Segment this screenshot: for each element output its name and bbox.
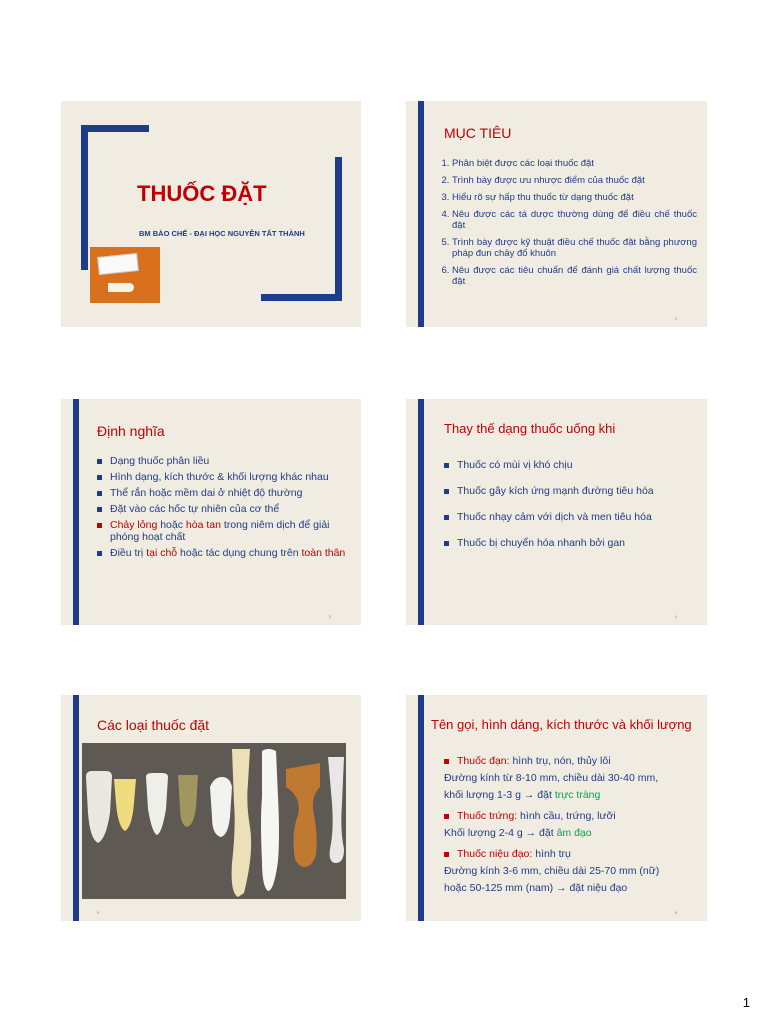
type-name: Thuốc trứng: (457, 810, 518, 822)
slide-number: 3 (328, 614, 331, 619)
slide-number: 6 (674, 910, 677, 915)
list-item: Thuốc gây kích ứng mạnh đường tiêu hóa (444, 485, 699, 497)
detail-text: Khối lượng 2-4 g → đặt (444, 827, 557, 839)
frame-right (335, 157, 342, 301)
suppository-photo (90, 247, 160, 303)
list-item: Thể rắn hoặc mềm dai ở nhiệt độ thường (97, 487, 349, 499)
slide-title: Định nghĩa (97, 423, 165, 439)
detail-line (444, 753, 702, 770)
list-item: Hình dạng, kích thước & khối lượng khác nhau (97, 471, 349, 483)
list-item: 2. Trình bày được ưu nhược điểm của thuốc đặt (452, 175, 697, 186)
frame-top-left (81, 125, 149, 132)
text: hoặc (157, 519, 186, 531)
detail-text: khối lượng 1-3 g → đặt (444, 789, 555, 801)
list-item (97, 519, 349, 543)
frame-left (81, 125, 88, 270)
bullet-icon (444, 852, 449, 857)
text: hoặc tác dụng chung trên (177, 547, 302, 559)
detail-line (444, 846, 702, 863)
detail-line (444, 825, 702, 842)
detail-line: Đường kính 3-6 mm, chiều dài 25-70 mm (nữ) (444, 865, 660, 877)
text: Điều trị (110, 547, 147, 559)
site-text: âm đạo (556, 827, 592, 839)
slide-title: MỤC TIÊU (444, 125, 512, 141)
list-item: 3. Hiểu rõ sự hấp thu thuốc từ dạng thuốc đặt (452, 192, 697, 203)
detail-line: Đường kính từ 8-10 mm, chiều dài 30-40 mm, (444, 772, 659, 784)
slide-accent-bar (73, 399, 79, 625)
reasons-list (444, 459, 699, 549)
slide-title: THUỐC ĐẶT (137, 181, 267, 206)
list-item: Đặt vào các hốc tự nhiên của cơ thể (97, 503, 349, 515)
type-desc: hình trụ, nón, thủy lôi (509, 755, 611, 767)
slide-accent-bar (418, 399, 424, 625)
list-item: 4. Nêu được các tá dược thường dùng để điều chế thuốc đặt (452, 209, 697, 231)
list-item: Thuốc bị chuyển hóa nhanh bởi gan (444, 537, 699, 549)
site-text: trực tràng (554, 789, 601, 801)
text-red: toàn thân (301, 547, 346, 559)
package-image (97, 253, 139, 275)
slide-subtitle: BM BÀO CHẾ - ĐẠI HỌC NGUYỄN TẤT THÀNH (139, 229, 305, 238)
slide-2 (406, 101, 707, 327)
text-red: tại chỗ (146, 547, 178, 559)
list-item: Thuốc nhạy cảm với dịch và men tiêu hóa (444, 511, 699, 523)
detail-line: hoặc 50-125 mm (nam) → đặt niệu đạo (444, 882, 628, 894)
slide-accent-bar (418, 101, 424, 327)
list-item: Dạng thuốc phân liều (97, 455, 349, 467)
suppository-image (108, 283, 134, 292)
slide-number: 4 (674, 614, 677, 619)
list-item: Thuốc có mùi vị khó chịu (444, 459, 699, 471)
list-item (97, 547, 349, 559)
slide-accent-bar (418, 695, 424, 921)
detail-line (444, 808, 702, 825)
slide-3 (61, 399, 361, 625)
list-item: 6. Nêu được các tiêu chuẩn để đánh giá chất lượng thuốc đặt (452, 265, 697, 287)
slide-title: Thay thế dạng thuốc uống khi (444, 421, 616, 436)
text: trong niêm dịch để giải phóng hoạt chất (110, 519, 330, 543)
objectives-list (439, 158, 697, 293)
type-name: Thuốc đạn: (457, 755, 510, 767)
suppository-details (444, 753, 702, 897)
slide-number: 2 (674, 316, 677, 321)
definition-list (97, 455, 349, 559)
bullet-icon (444, 759, 449, 764)
slide-title: Tên gọi, hình dáng, kích thước và khối lượng (431, 717, 692, 732)
page-number: 1 (742, 995, 750, 1010)
type-desc: hình trụ (532, 848, 571, 860)
bullet-icon (444, 814, 449, 819)
slide-title: Các loại thuốc đặt (97, 717, 210, 733)
frame-bottom-right (261, 294, 342, 301)
slide-accent-bar (73, 695, 79, 921)
slide-4 (406, 399, 707, 625)
detail-line (444, 787, 702, 804)
suppositories-image (82, 743, 346, 899)
slide-5 (61, 695, 361, 921)
type-name: Thuốc niệu đạo: (457, 848, 533, 860)
slide-1 (61, 101, 361, 327)
list-item: 5. Trình bày được kỹ thuật điều chế thuốc đặt bằng phương pháp đun chảy đổ khuôn (452, 237, 697, 259)
slide-number: 5 (97, 910, 100, 915)
text-red: Chảy lỏng (110, 519, 158, 531)
suppository-types-photo (82, 743, 346, 899)
slide-6 (406, 695, 707, 921)
list-item: 1. Phân biệt được các loại thuốc đặt (452, 158, 697, 169)
text-red: hòa tan (185, 519, 221, 531)
type-desc: hình cầu, trứng, lưỡi (517, 810, 616, 822)
